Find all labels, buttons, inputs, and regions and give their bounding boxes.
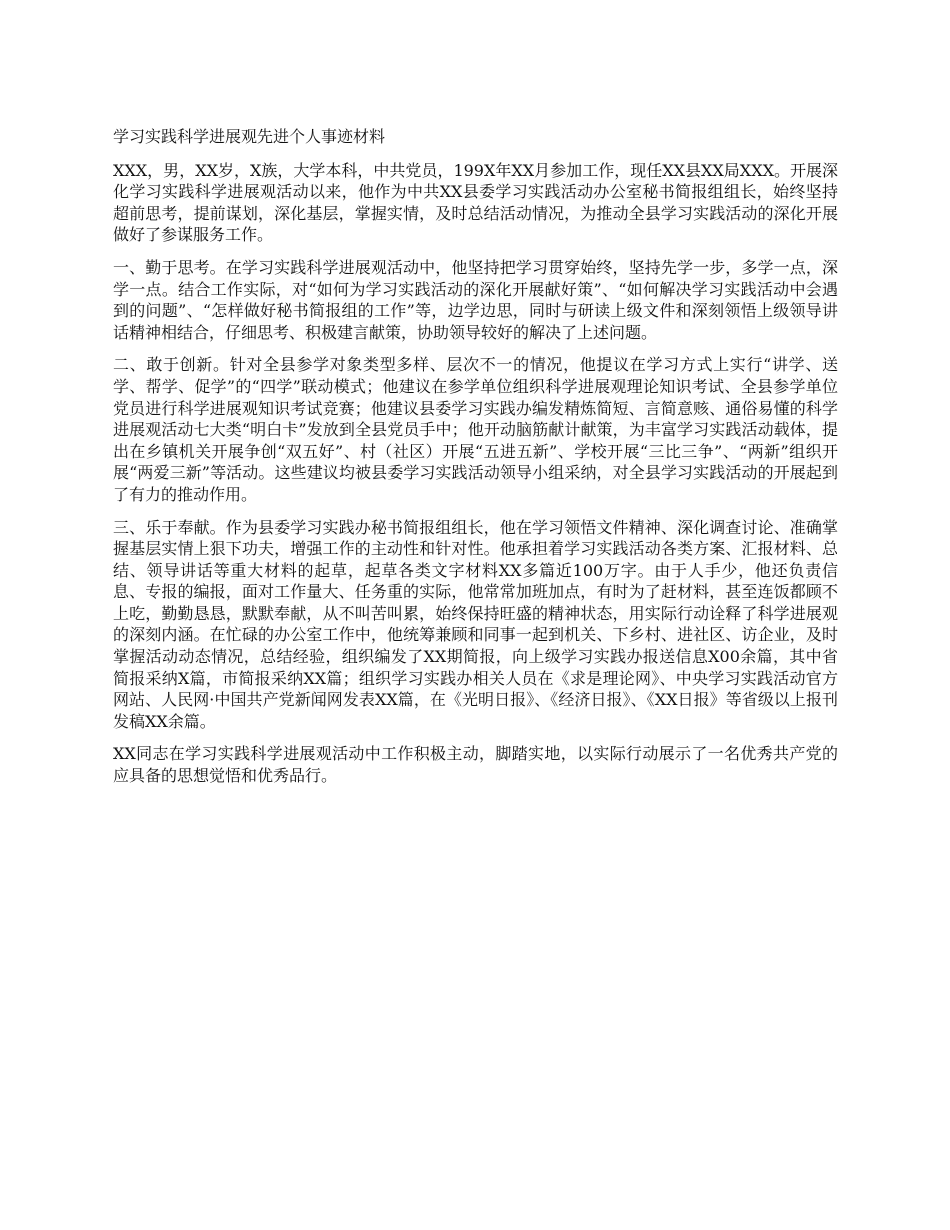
paragraph-intro: XXX，男，XX岁，X族，大学本科，中共党员，199X年XX月参加工作，现任XX县XX局XXX。开展深化学习实践科学进展观活动以来，他作为中共XX县委学习实践活动办公室秘书简报组组长，始终坚持超前思考，提前谋划，深化基层，掌握实情，及时总结活动情况，为推动全县学习实践活动的深化开展做好了参谋服务工作。 bbox=[113, 160, 838, 245]
document-title: 学习实践科学进展观先进个人事迹材料 bbox=[113, 127, 386, 146]
paragraph-thinking: 一、勤于思考。在学习实践科学进展观活动中，他坚持把学习贯穿始终，坚持先学一步，多学一点，深学一点。结合工作实际，对“如何为学习实践活动的深化开展献好策”、“如何解决学习实践活动中会遇到的问题”、“怎样做好秘书简报组的工作”等，边学边思，同时与研读上级文件和深刻领悟上级领导讲话精神相结合，仔细思考、积极建言献策，协助领导较好的解决了上述问题。 bbox=[113, 257, 838, 342]
document-body bbox=[113, 126, 838, 798]
paragraph-conclusion: XX同志在学习实践科学进展观活动中工作积极主动，脚踏实地，以实际行动展示了一名优秀共产党的应具备的思想觉悟和优秀品行。 bbox=[113, 744, 838, 786]
paragraph-dedication: 三、乐于奉献。作为县委学习实践办秘书简报组组长，他在学习领悟文件精神、深化调查讨论、准确掌握基层实情上狠下功夫，增强工作的主动性和针对性。他承担着学习实践活动各类方案、汇报材料、总结、领导讲话等重大材料的起草，起草各类文字材料XX多篇近100万字。由于人手少，他还负责信息、专报的编报，面对工作量大、任务重的实际，他常常加班加点，有时为了赶材料，甚至连饭都顾不上吃，勤勤恳恳，默默奉献，从不叫苦叫累，始终保持旺盛的精神状态，用实际行动诠释了科学进展观的深刻内涵。在忙碌的办公室工作中，他统筹兼顾和同事一起到机关、下乡村、进社区、访企业，及时掌握活动动态情况，总结经验，组织编发了XX期简报，向上级学习实践办报送信息X00余篇，其中省简报采纳X篇，市简报采纳XX篇；组织学习实践办相关人员在《求是理论网》、中央学习实践活动官方网站、人民网·中国共产党新闻网发表XX篇，在《光明日报》、《经济日报》、《XX日报》等省级以上报刊发稿XX余篇。 bbox=[113, 517, 838, 731]
paragraph-innovation: 二、敢于创新。针对全县参学对象类型多样、层次不一的情况，他提议在学习方式上实行“讲学、送学、帮学、促学”的“四学”联动模式；他建议在参学单位组织科学进展观理论知识考试、全县参学单位党员进行科学进展观知识考试竞赛；他建议县委学习实践办编发精炼简短、言简意赅、通俗易懂的科学进展观活动七大类“明白卡”发放到全县党员手中；他开动脑筋献计献策，为丰富学习实践活动载体，提出在乡镇机关开展争创“双五好”、村（社区）开展“五进五新”、学校开展“三比三争”、“两新”组织开展“两爱三新”等活动。这些建议均被县委学习实践活动领导小组采纳，对全县学习实践活动的开展起到了有力的推动作用。 bbox=[113, 355, 838, 504]
